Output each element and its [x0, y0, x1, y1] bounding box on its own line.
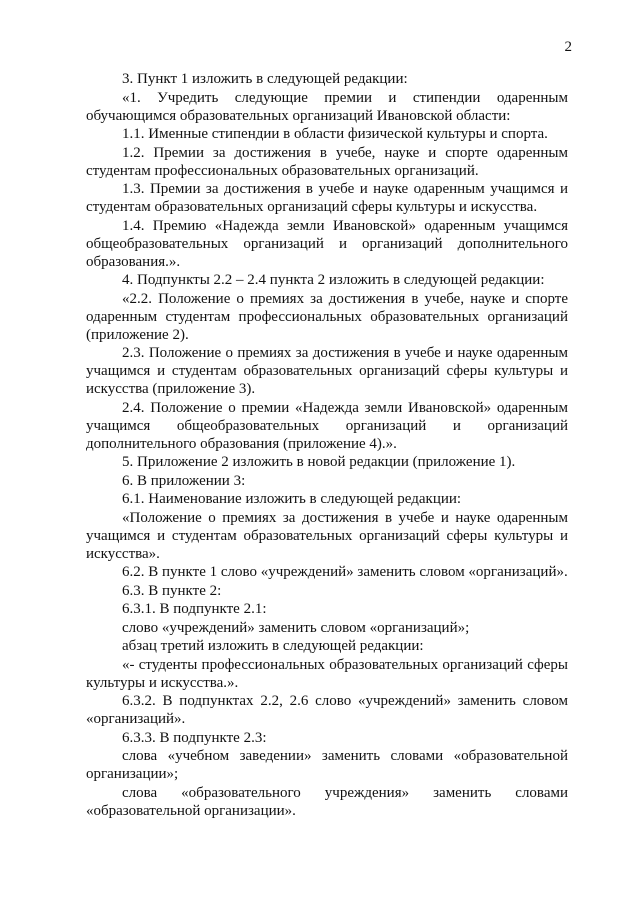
paragraph: 6. В приложении 3:	[122, 472, 246, 489]
paragraph: «Положение о премиях за достижения в учебе и науке одаренным учащимся и студентам образовательных организаций сферы культуры и искусства».	[86, 509, 568, 562]
paragraph: 2.3. Положение о премиях за достижения в учебе и науке одаренным учащимся и студентам образовательных организаций сферы культуры и искусства (приложение 3).	[86, 345, 568, 397]
paragraph: слова «образовательного учреждения» заменить словами «образовательной организации».	[86, 784, 568, 819]
paragraph: «2.2. Положение о премиях за достижения в учебе, науке и спорте одаренным студентам профессиональных образовательных организаций (приложение 2).	[86, 290, 568, 343]
document-body	[86, 70, 568, 820]
paragraph: 6.3.2. В подпунктах 2.2, 2.6 слово «учреждений» заменить словом «организаций».	[86, 693, 568, 727]
paragraph: 6.1. Наименование изложить в следующей редакции:	[122, 491, 462, 507]
paragraph: 1.4. Премию «Надежда земли Ивановской» одаренным учащимся общеобразовательных организаций и организаций дополнительного образования.».	[86, 217, 568, 270]
paragraph: 5. Приложение 2 изложить в новой редакции (приложение 1).	[122, 454, 516, 470]
paragraph: 4. Подпункты 2.2 – 2.4 пункта 2 изложить в следующей редакции:	[122, 272, 545, 288]
paragraph: 2.4. Положение о премии «Надежда земли Ивановской» одаренным учащимся общеобразовательных организаций и организаций дополнительного образования (приложение 4).».	[86, 399, 568, 452]
page-number: 2	[564, 39, 572, 55]
paragraph: абзац третий изложить в следующей редакции:	[122, 638, 424, 654]
paragraph: 6.2. В пункте 1 слово «учреждений» заменить словом «организаций».	[122, 564, 568, 580]
paragraph: 3. Пункт 1 изложить в следующей редакции:	[122, 71, 408, 87]
paragraph: 6.3.1. В подпункте 2.1:	[122, 601, 267, 617]
paragraph: «1. Учредить следующие премии и стипендии одаренным обучающимся образовательных организаций Ивановской области:	[86, 89, 568, 124]
paragraph: «- студенты профессиональных образовательных организаций сферы культуры и искусства.».	[86, 656, 568, 691]
paragraph: 1.1. Именные стипендии в области физической культуры и спорта.	[122, 126, 548, 142]
paragraph: слова «учебном заведении» заменить словами «образовательной организации»;	[86, 748, 568, 782]
paragraph: 6.3. В пункте 2:	[122, 582, 222, 599]
paragraph: слово «учреждений» заменить словом «организаций»;	[122, 619, 470, 636]
paragraph: 1.2. Премии за достижения в учебе, науке и спорте одаренным студентам профессиональных образовательных организаций.	[86, 144, 568, 179]
paragraph: 1.3. Премии за достижения в учебе и науке одаренным учащимся и студентам образовательных организаций сферы культуры и искусства.	[86, 181, 568, 215]
paragraph: 6.3.3. В подпункте 2.3:	[122, 729, 267, 746]
